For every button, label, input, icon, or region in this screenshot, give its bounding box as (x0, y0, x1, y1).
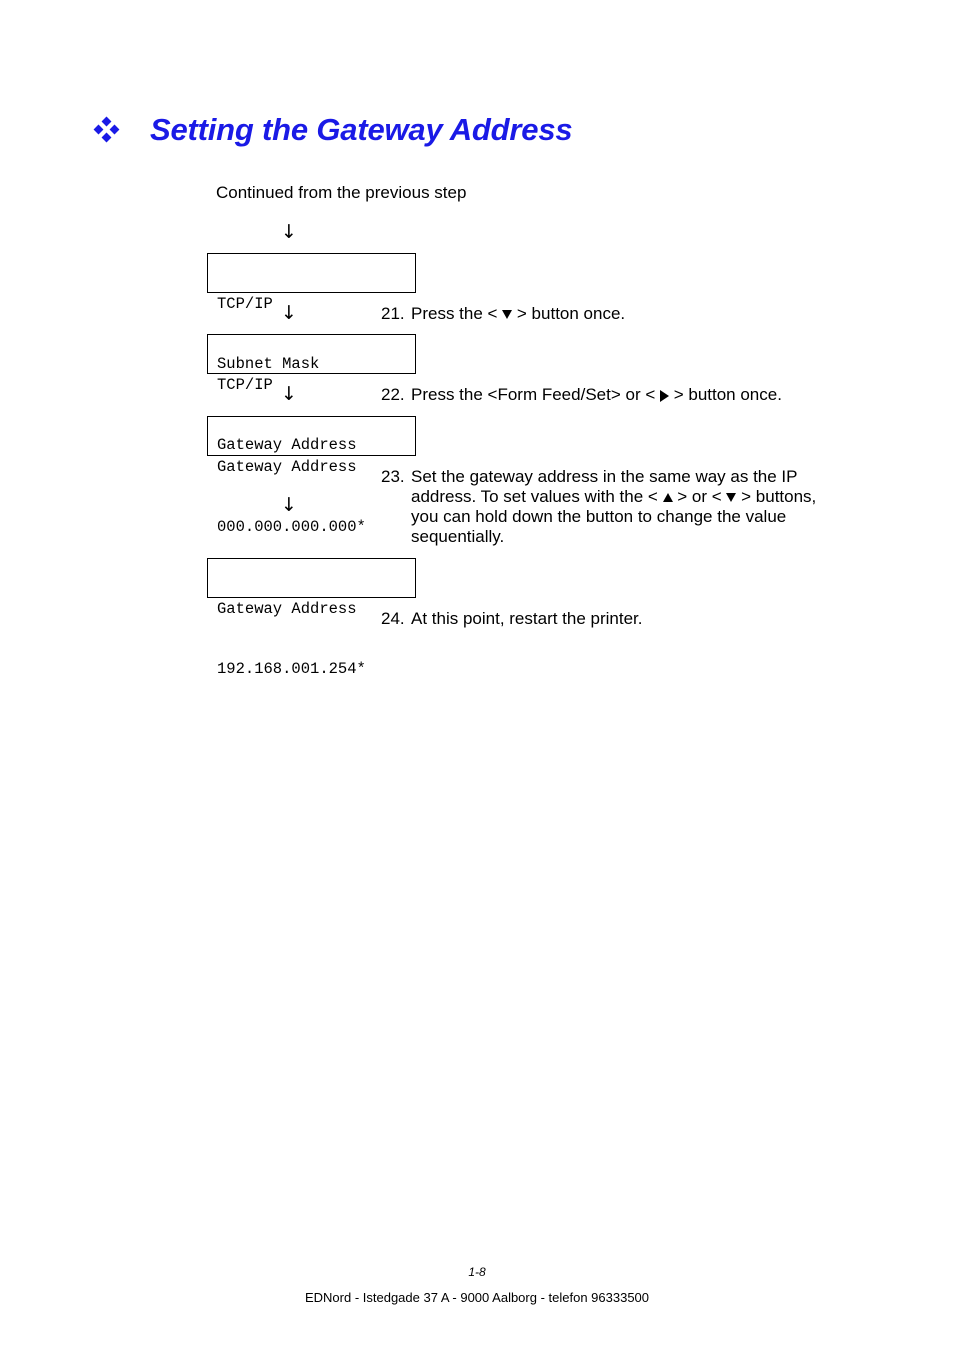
step-text: sequentially. (411, 527, 505, 546)
page-title: Setting the Gateway Address (150, 112, 573, 147)
lcd-line: Gateway Address (217, 458, 357, 476)
step-number: 24. (381, 609, 405, 628)
step-text: At this point, restart the printer. (411, 609, 643, 628)
lcd-line: 000.000.000.000* (217, 518, 366, 536)
step-21 (381, 304, 851, 324)
step-number: 23. (381, 467, 405, 486)
right-triangle-icon (660, 390, 669, 402)
lcd-line: 192.168.001.254* (217, 660, 366, 678)
step-text: Set the gateway address in the same way as the IP (411, 467, 798, 486)
step-24 (381, 609, 851, 629)
up-triangle-icon (663, 493, 673, 502)
lcd-line: TCP/IP (217, 376, 273, 394)
footer-address: EDNord - Istedgade 37 A - 9000 Aalborg - telefon 96333500 (304, 1290, 650, 1305)
lcd-line: Subnet Mask (217, 355, 320, 373)
step-text: address. To set values with the < (411, 487, 663, 506)
step-22 (381, 385, 851, 405)
flow-arrow-4: ↓ (281, 494, 297, 516)
step-text: Press the <Form Feed/Set> or < (411, 385, 660, 404)
down-triangle-icon (502, 310, 512, 319)
step-text: > button once. (668, 385, 782, 404)
step-23 (381, 467, 851, 547)
flow-arrow-3: ↓ (281, 383, 297, 405)
step-number: 22. (381, 385, 405, 404)
step-number: 21. (381, 304, 405, 323)
intro-text: Continued from the previous step (216, 183, 467, 202)
flow-arrow-2: ↓ (281, 302, 297, 324)
page-number: 1-8 (468, 1265, 486, 1279)
lcd-line: TCP/IP (217, 295, 273, 313)
lcd-line: Gateway Address (217, 436, 357, 454)
step-text: > button once. (512, 304, 626, 323)
lcd-line: Gateway Address (217, 600, 357, 618)
section-heading (94, 112, 572, 148)
diamond-bullet-icon (94, 117, 120, 143)
step-text: Press the < (411, 304, 503, 323)
step-text: > or < (672, 487, 727, 506)
down-triangle-icon (726, 493, 736, 502)
step-text: you can hold down the button to change the value (411, 507, 787, 526)
step-text: > buttons, (736, 487, 817, 506)
flow-arrow-1: ↓ (281, 221, 297, 243)
